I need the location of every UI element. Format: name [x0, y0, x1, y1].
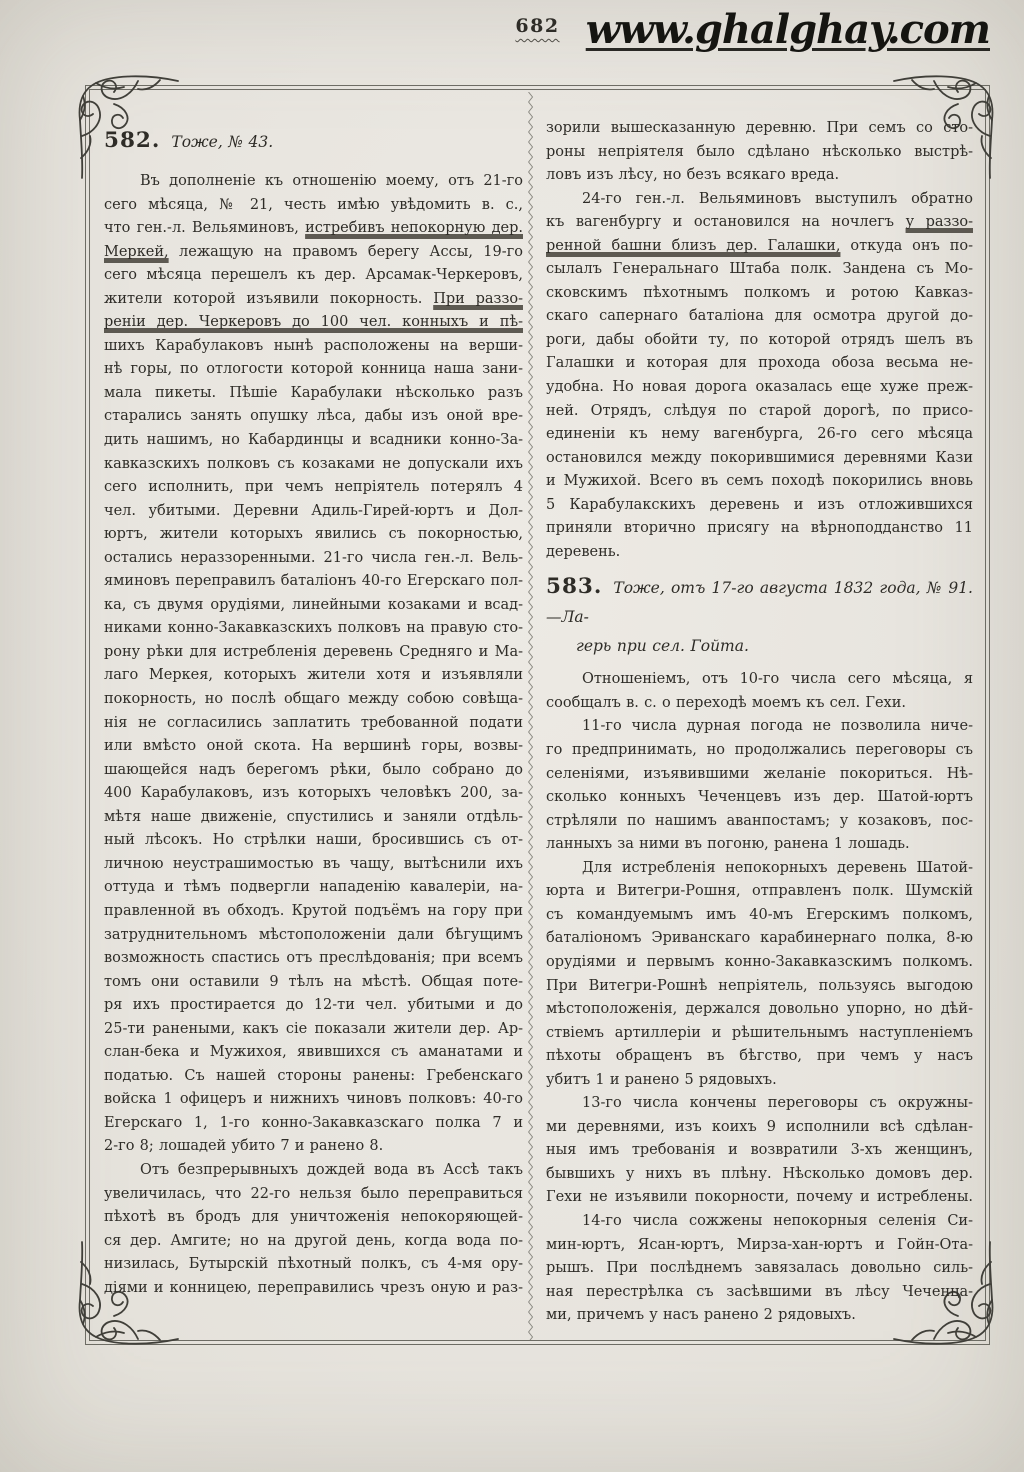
paragraph: [546, 715, 973, 856]
text-segment: ствіемъ артиллеріи и рѣшительнымъ наступленіемъ: [546, 1024, 973, 1041]
text-segment: войска 1 офицеръ и нижнихъ чиновъ полковъ: 40-го: [104, 1091, 523, 1108]
text-segment: ланныхъ за ними въ погоню, ранена 1 лошадь.: [546, 836, 910, 853]
text-segment: и Мужихой. Всего въ семъ походѣ покорились вновь: [546, 473, 973, 490]
text-segment: чел. убитыми. Деревни Адиль-Гирей-юртъ и Дол-: [104, 502, 523, 519]
text-line: [546, 692, 973, 716]
text-segment: ная перестрѣлка съ засѣвшими въ лѣсу Чеченца-: [546, 1283, 973, 1300]
text-segment: мала пикеты. Пѣшіе Карабулаки нѣсколько разъ: [104, 384, 523, 401]
text-line: [104, 217, 523, 241]
text-line: [546, 1092, 973, 1116]
text-line: [546, 1139, 973, 1163]
text-line: [104, 335, 523, 359]
text-line: [104, 288, 523, 312]
text-segment: старались занять опушку лѣса, дабы изъ оной вре-: [104, 408, 523, 425]
text-segment: деревень.: [546, 543, 621, 560]
text-line: [546, 880, 973, 904]
text-line: [546, 1045, 973, 1069]
text-segment: откуда онъ по-: [840, 237, 973, 254]
text-segment: податью. Съ нашей стороны ранены: Гребенскаго: [104, 1067, 523, 1084]
text-segment: Отъ безпрерывныхъ дождей вода въ Ассѣ такъ: [140, 1161, 523, 1178]
text-line: [104, 1230, 523, 1254]
text-segment: ный лѣсокъ. Но стрѣлки наши, бросившись съ от-: [104, 832, 523, 849]
text-line: [104, 971, 523, 995]
text-line: [546, 1257, 973, 1281]
text-segment: Тоже, отъ 17-го августа 1832 года, № 91.—Ла-: [546, 579, 973, 627]
text-segment: затруднительномъ мѣстоположеніи дали бѣгущимъ: [104, 926, 523, 943]
pencil-underlined-text: реніи дер. Черкеровъ до 100 чел. конныхъ и пѣ-: [104, 314, 523, 331]
text-line: [546, 1116, 973, 1140]
text-segment: герь при сел. Гойта.: [576, 637, 749, 656]
text-line: [546, 188, 973, 212]
text-segment: 14-го числа сожжены непокорныя селенія Си-: [582, 1212, 973, 1229]
text-segment: сковскимъ пѣхотнымъ полкомъ и ротою Кавказ-: [546, 284, 973, 301]
text-segment: 25-ти ранеными, какъ сіе показали жители дер. Ар-: [104, 1020, 523, 1037]
text-line: [546, 739, 973, 763]
text-line: [104, 476, 523, 500]
text-segment: роги, дабы обойти ту, по которой отрядъ шелъ въ: [546, 331, 973, 348]
text-segment: Въ дополненіе къ отношенію моему, отъ 21-го: [140, 173, 523, 189]
text-line: [546, 975, 973, 999]
text-segment: го предпринимать, но продолжались переговоры съ: [546, 742, 973, 759]
paragraph: [546, 857, 973, 1092]
text-line: [546, 833, 973, 857]
text-segment: сего мѣсяца, № 21, честь имѣю увѣдомить в. с.,: [104, 196, 523, 213]
text-line: [104, 358, 523, 382]
text-line: [104, 641, 523, 665]
text-segment: къ вагенбургу и остановился на ночлегъ: [546, 214, 906, 231]
text-line: [104, 405, 523, 429]
text-segment: остались нераззоренными. 21-го числа ген.-л. Вель-: [104, 549, 523, 566]
left-text-column: [104, 127, 523, 1300]
text-segment: Отношеніемъ, отъ 10-го числа сего мѣсяца, я: [582, 671, 973, 688]
text-segment: рону рѣки для истребленія деревень Средняго и Ма-: [104, 643, 523, 660]
text-segment: мин-юртъ, Ясан-юртъ, Мирза-хан-юртъ и Гойн-Ота-: [546, 1236, 973, 1253]
text-segment: личною неустрашимостью въ чащу, вытѣснили ихъ: [104, 855, 523, 872]
text-line: [546, 447, 973, 471]
pencil-underlined-text: Меркей,: [104, 243, 169, 260]
text-segment: зорили вышесказанную деревню. При семъ со сто-: [546, 120, 973, 136]
text-segment: 11-го числа дурная погода не позволила ниче-: [582, 718, 973, 735]
text-line: [104, 617, 523, 641]
text-line: [104, 382, 523, 406]
text-segment: сколько конныхъ Чеченцевъ изъ дер. Шатой-юртъ: [546, 789, 973, 806]
pencil-underlined-text: у раззо-: [905, 214, 973, 231]
text-line: [546, 400, 973, 424]
text-line: [104, 1112, 523, 1136]
section-heading: [546, 573, 973, 661]
text-line: [546, 810, 973, 834]
section-number: 582.: [104, 128, 161, 153]
text-segment: 400 Карабулаковъ, изъ которыхъ человѣкъ 200, за-: [104, 785, 523, 802]
text-line: [546, 258, 973, 282]
text-segment: возможность спастись отъ преслѣдованія; при всемъ: [104, 950, 523, 967]
text-segment: лаго Меркея, которыхъ жители хотя и изъявляли: [104, 667, 523, 684]
text-line: [546, 352, 973, 376]
text-line: [104, 170, 523, 194]
text-line: [104, 429, 523, 453]
text-segment: остановился между покорившимися деревнями Кази: [546, 449, 973, 466]
text-line: [104, 712, 523, 736]
text-line: [104, 127, 523, 157]
text-line: [546, 1281, 973, 1305]
text-line: [546, 329, 973, 353]
text-segment: или вмѣсто оной скота. На вершинѣ горы, возвы-: [104, 738, 523, 755]
right-text-column: [546, 117, 973, 1328]
text-segment: томъ они оставили 9 тѣлъ на мѣстѣ. Общая поте-: [104, 973, 523, 990]
text-line: [104, 664, 523, 688]
text-segment: мѣтя наше движеніе, спустились и заняли отдѣль-: [104, 808, 523, 825]
text-line: [104, 1183, 523, 1207]
text-segment: Тоже, № 43.: [171, 133, 274, 151]
text-segment: пѣхоты обращенъ въ бѣгство, при чемъ у насъ: [546, 1048, 973, 1065]
column-divider: [527, 92, 534, 1340]
text-line: [104, 1088, 523, 1112]
text-segment: сего исполнить, при чемъ непріятель потерялъ 4: [104, 479, 523, 496]
text-line: [546, 305, 973, 329]
text-segment: При Витегри-Рошнѣ непріятель, пользуясь выгодою: [546, 977, 973, 994]
text-segment: ныя имъ требованія и возвратили 3-хъ женщинъ,: [546, 1142, 973, 1159]
text-segment: Для истребленія непокорныхъ деревень Шатой-: [582, 859, 973, 876]
text-line: [104, 594, 523, 618]
text-segment: низилась, Бутырскій пѣхотный полкъ, съ 4-мя ору-: [104, 1256, 523, 1273]
text-segment: Галашки и которая для прохода обоза весьма не-: [546, 355, 973, 372]
text-segment: шающейся надъ берегомъ рѣки, было собрано до: [104, 761, 523, 778]
text-segment: правленной въ обходъ. Крутой подъёмъ на гору при: [104, 902, 523, 919]
text-segment: мѣстоположенія, держался довольно упорно, но дѣй-: [546, 1001, 973, 1018]
text-segment: нѣ горы, по отлогости которой конница наша зани-: [104, 361, 523, 378]
text-segment: удобна. Но новая дорога оказалась еще хуже преж-: [546, 379, 973, 396]
pencil-underlined-text: При раззо-: [433, 290, 523, 307]
section-heading: [104, 127, 523, 157]
text-line: [546, 1022, 973, 1046]
text-segment: сего мѣсяца перешелъ къ дер. Арсамак-Черкеровъ,: [104, 267, 523, 284]
text-line: [546, 1186, 973, 1210]
text-segment: убитъ 1 и ранено 5 рядовыхъ.: [546, 1071, 777, 1088]
text-line: [546, 1069, 973, 1093]
text-segment: Егерскаго 1, 1-го конно-Закавказскаго полка 7 и: [104, 1114, 523, 1131]
text-segment: орудіями и первымъ конно-Закавказскимъ полкомъ.: [546, 953, 973, 970]
text-segment: покорность, но послѣ общаго между собою совѣща-: [104, 691, 523, 708]
text-segment: роны непріятеля было сдѣлано нѣсколько выстрѣ-: [546, 143, 973, 160]
text-line: [104, 994, 523, 1018]
text-segment: нія не согласились заплатить требованной подати: [104, 714, 523, 731]
text-segment: шихъ Карабулаковъ нынѣ расположены на верши-: [104, 337, 523, 354]
text-line: [104, 194, 523, 218]
text-segment: бывшихъ у нихъ въ плѣну. Нѣсколько домовъ дер.: [546, 1165, 973, 1182]
text-segment: 24-го ген.-л. Вельяминовъ выступилъ обратно: [582, 190, 973, 207]
text-segment: кавказскихъ полковъ съ козаками не допускали ихъ: [104, 455, 523, 472]
pencil-underlined-text: истребивъ непокорную дер.: [305, 220, 523, 237]
text-segment: увеличилась, что 22-го нельзя было переправиться: [104, 1185, 523, 1202]
text-line: [104, 1065, 523, 1089]
watermark-text: www.ghalghay.com: [585, 6, 990, 53]
text-segment: скаго сапернаго баталіона для осмотра другой до-: [546, 308, 973, 325]
text-segment: сылалъ Генеральнаго Штаба полк. Зандена съ Мо-: [546, 261, 973, 278]
text-line: [104, 241, 523, 265]
text-line: [104, 829, 523, 853]
text-line: [104, 1041, 523, 1065]
pencil-underlined-text: ренной башни близъ дер. Галашки,: [546, 237, 841, 254]
paragraph: [546, 188, 973, 565]
text-line: [104, 311, 523, 335]
text-segment: пѣхотѣ въ бродъ для уничтоженія непокоряющей-: [104, 1209, 523, 1226]
text-line: [546, 470, 973, 494]
text-line: [104, 759, 523, 783]
text-line: [546, 376, 973, 400]
text-segment: лежащую на правомъ берегу Ассы, 19-го: [168, 243, 523, 260]
text-segment: 5 Карабулакскихъ деревень и изъ отложившихся: [546, 496, 973, 513]
text-line: [546, 998, 973, 1022]
text-line: [104, 947, 523, 971]
text-line: [104, 876, 523, 900]
text-line: [104, 570, 523, 594]
text-line: [104, 688, 523, 712]
text-line: [104, 735, 523, 759]
text-segment: рышъ. При послѣднемъ завязалась довольно силь-: [546, 1260, 973, 1277]
text-line: [104, 1135, 523, 1159]
text-line: [546, 763, 973, 787]
text-line: [104, 1018, 523, 1042]
text-segment: никами конно-Закавказскихъ полковъ на правую сто-: [104, 620, 523, 637]
paragraph: [104, 170, 523, 1159]
text-segment: ней. Отрядъ, слѣдуя по старой дорогѣ, по присо-: [546, 402, 973, 419]
text-line: [104, 1277, 523, 1301]
text-line: [104, 523, 523, 547]
text-line: [546, 1163, 973, 1187]
text-segment: что ген.-л. Вельяминовъ,: [104, 220, 306, 237]
text-line: [546, 927, 973, 951]
text-segment: слан-бека и Мужихоя, явившихся съ аманатами и: [104, 1044, 523, 1061]
text-line: [104, 453, 523, 477]
text-line: [546, 786, 973, 810]
text-line: [104, 853, 523, 877]
text-line: [546, 1210, 973, 1234]
text-segment: жители которой изъявили покорность.: [104, 290, 434, 307]
text-segment: юртъ, жители которыхъ явились съ покорностью,: [104, 526, 523, 543]
text-line: [104, 900, 523, 924]
text-line: [546, 235, 973, 259]
text-line: [104, 806, 523, 830]
text-line: [104, 782, 523, 806]
text-segment: единеніи къ нему вагенбурга, 26-го сего мѣсяца: [546, 426, 973, 443]
text-segment: діями и конницею, переправились чрезъ оную и раз-: [104, 1279, 523, 1296]
text-segment: ми деревнями, изъ коихъ 9 исполнили всѣ сдѣлан-: [546, 1118, 973, 1135]
text-segment: съ командуемымъ имъ 40-мъ Егерскимъ полкомъ,: [546, 906, 973, 923]
text-line: [104, 547, 523, 571]
text-line: [546, 494, 973, 518]
text-segment: приняли вторично присягу на вѣрноподданство 11: [546, 520, 973, 537]
text-line: [546, 1234, 973, 1258]
text-line: [104, 1159, 523, 1183]
text-segment: 2-го 8; лошадей убито 7 и ранено 8.: [104, 1138, 384, 1155]
text-line: [546, 904, 973, 928]
paragraph: [546, 668, 973, 715]
text-segment: ми, причемъ у насъ ранено 2 рядовыхъ.: [546, 1307, 856, 1324]
text-line: [104, 264, 523, 288]
text-line: [104, 1206, 523, 1230]
text-line: [546, 141, 973, 165]
text-segment: юрта и Витегри-Рошня, отправленъ полк. Шумскій: [546, 883, 973, 900]
text-line: [546, 423, 973, 447]
text-line: [546, 857, 973, 881]
text-line: [546, 282, 973, 306]
text-segment: яминовъ переправилъ баталіонъ 40-го Егерскаго пол-: [104, 573, 523, 590]
text-segment: баталіономъ Эриванскаго карабинернаго полка, 8-ю: [546, 930, 973, 947]
text-segment: Гехи не изъявили покорности, почему и истреблены.: [546, 1189, 973, 1206]
text-line: [546, 117, 973, 141]
text-line: [546, 715, 973, 739]
text-line: [546, 951, 973, 975]
text-line: [104, 1253, 523, 1277]
text-segment: стрѣляли по нашимъ аванпостамъ; у козаковъ, пос-: [546, 812, 973, 829]
text-line: [104, 924, 523, 948]
text-segment: ка, съ двумя орудіями, линейными козаками и всад-: [104, 596, 523, 613]
text-line: [104, 500, 523, 524]
text-line: [546, 211, 973, 235]
text-segment: сообщалъ в. с. о переходѣ моемъ къ сел. Гехи.: [546, 694, 907, 711]
text-segment: селеніями, изъявившими желаніе покориться. Нѣ-: [546, 765, 973, 782]
text-segment: оттуда и тѣмъ подвергли нападенію кавалеріи, на-: [104, 879, 523, 896]
text-segment: ся дер. Амгите; но на другой день, когда вода по-: [104, 1232, 523, 1249]
text-line: [546, 541, 973, 565]
paragraph: [546, 1092, 973, 1210]
paragraph: [104, 1159, 523, 1300]
paragraph: [546, 1210, 973, 1328]
text-segment: 13-го числа кончены переговоры съ окружны-: [582, 1095, 973, 1112]
text-line: [546, 573, 973, 632]
page-number-text: 682: [515, 15, 560, 37]
text-line: [546, 164, 973, 188]
text-line: [546, 632, 973, 661]
section-number: 583.: [546, 574, 603, 600]
text-line: [546, 668, 973, 692]
text-segment: ря ихъ простирается до 12-ти чел. убитыми и до: [104, 997, 523, 1014]
text-segment: дить нашимъ, но Кабардинцы и всадники конно-За-: [104, 432, 523, 449]
paragraph: [546, 117, 973, 188]
text-line: [546, 1304, 973, 1328]
text-segment: ловъ изъ лѣсу, но безъ всякаго вреда.: [546, 167, 840, 184]
text-line: [546, 517, 973, 541]
